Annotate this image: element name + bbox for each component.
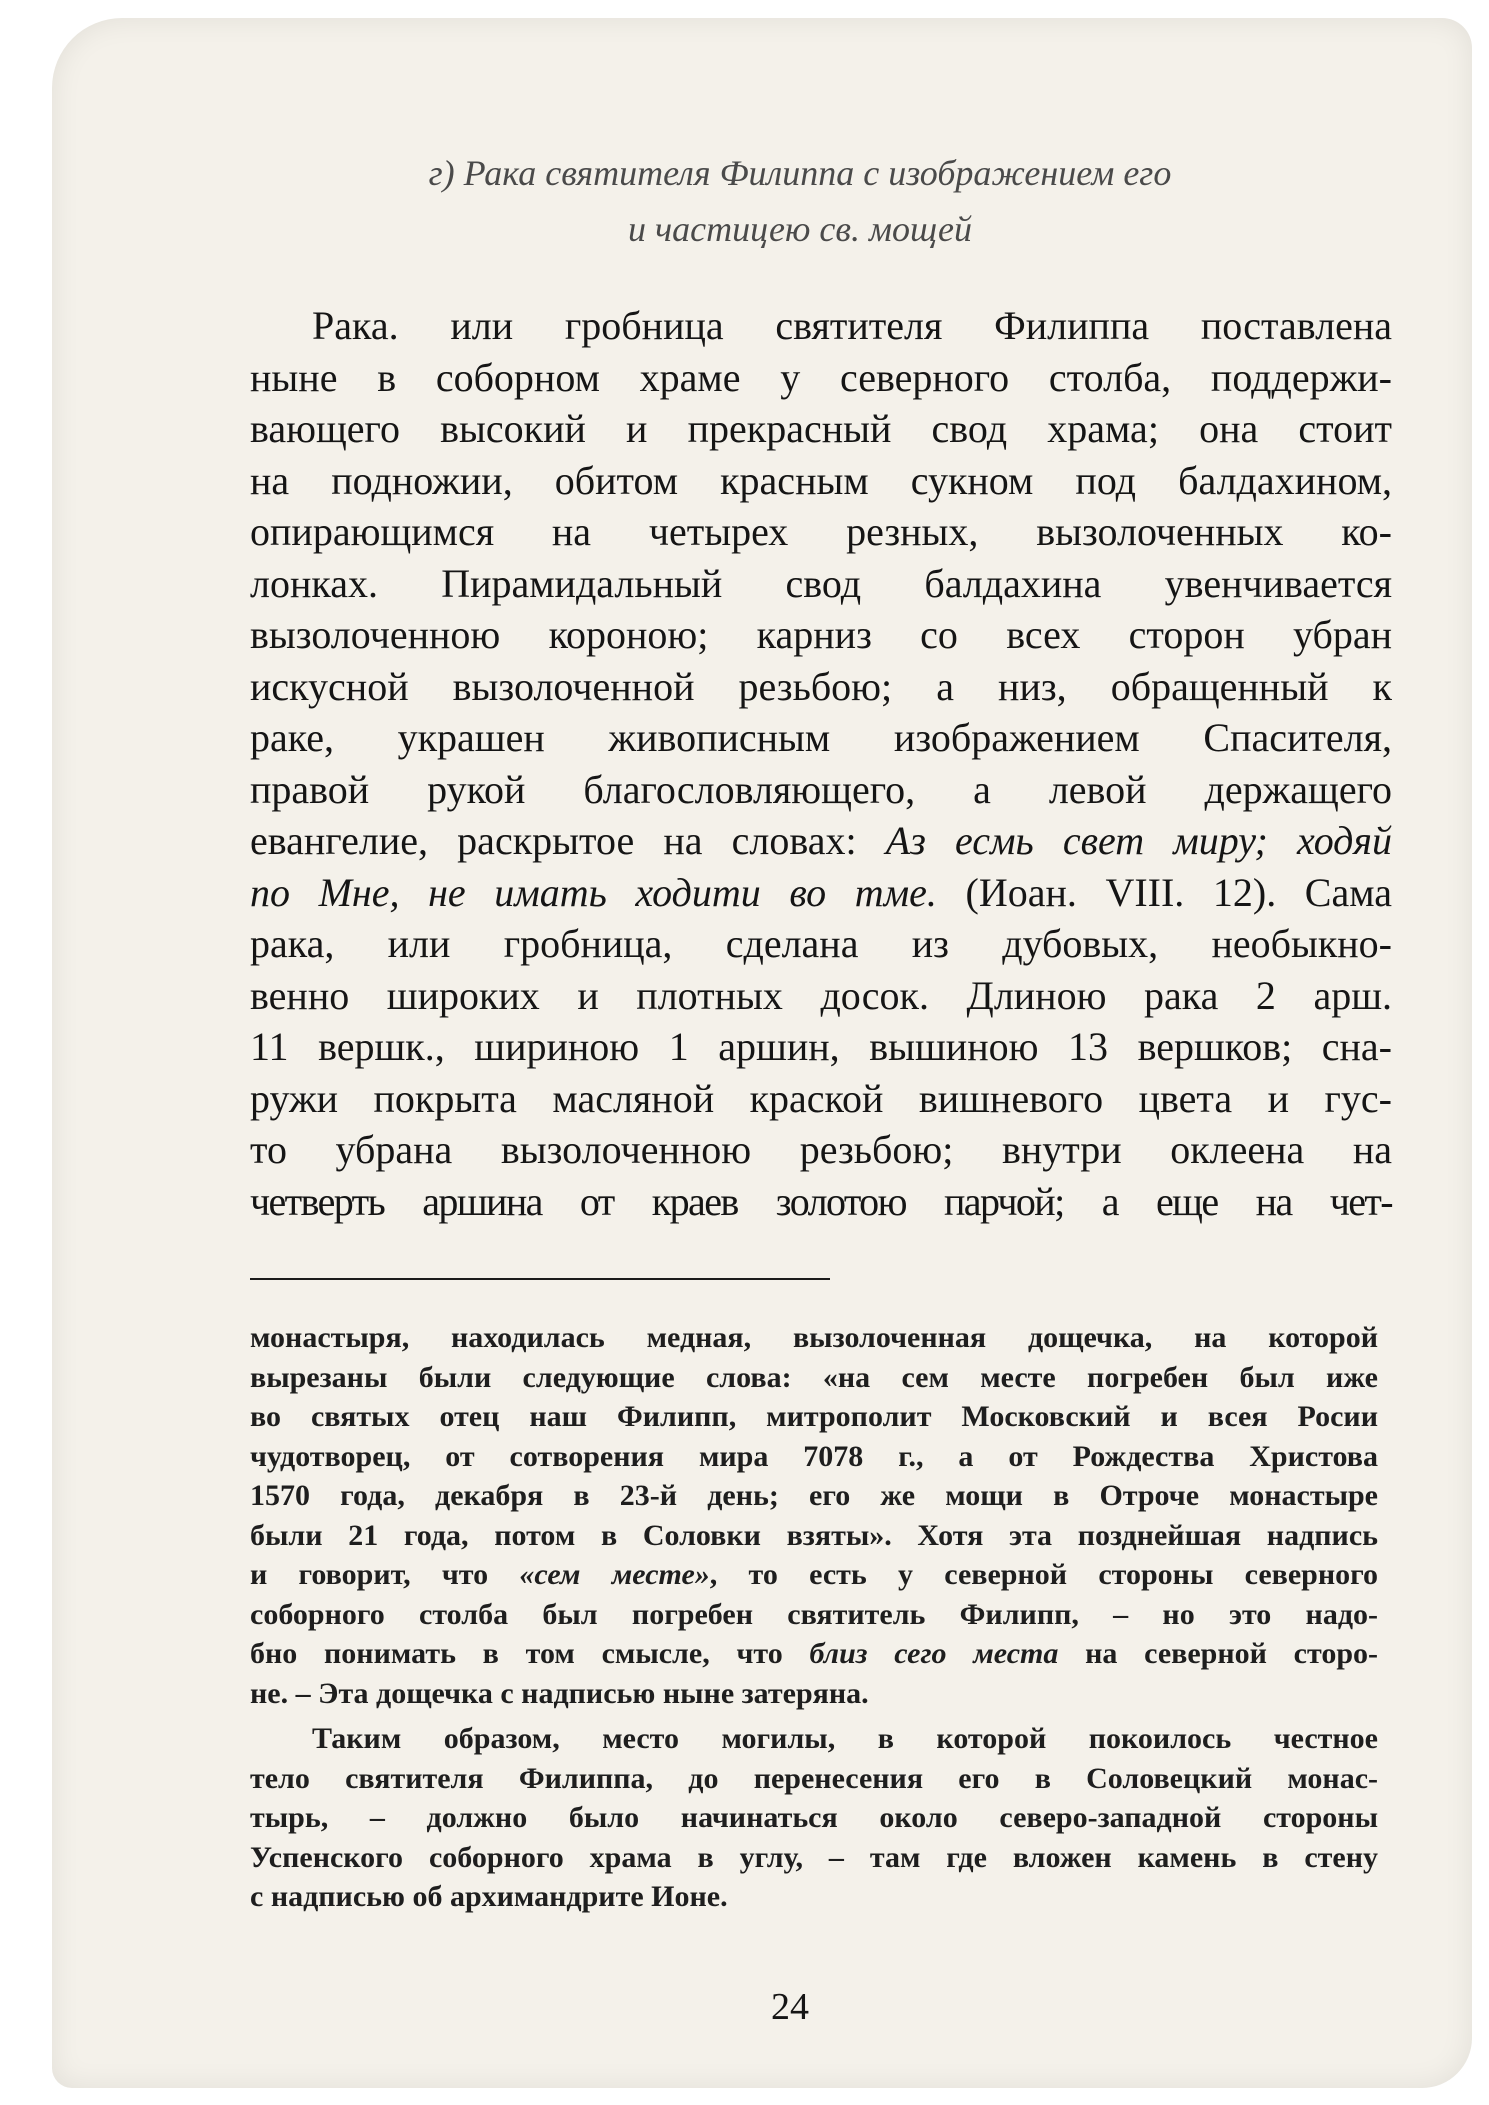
- footnote-line: тырь, – должно было начинаться около северо-западной стороны: [250, 1801, 1378, 1834]
- footnote-line: вырезаны были следующие слова: «на сем месте погребен был иже: [250, 1360, 1378, 1394]
- footnote-line: с надписью об архимандрите Ионе.: [250, 1880, 728, 1913]
- text-line: раке, украшен живописным изображением Спасителя,: [250, 715, 1392, 760]
- text-line: [250, 867, 1392, 919]
- footnote-line: 1570 года, декабря в 23-й день; его же мощи в Отроче монастыре: [250, 1479, 1378, 1512]
- heading-line-1: г) Рака святителя Филиппа с изображением его: [428, 153, 1172, 193]
- footnote-line: соборного столба был погребен святитель Филипп, – но это надо-: [250, 1597, 1378, 1631]
- footnote-line: Таким образом, место могилы, в которой покоилось честное: [312, 1722, 1378, 1755]
- text-line: лонках. Пирамидальный свод балдахина увенчивается: [250, 560, 1392, 606]
- footnote-divider: [250, 1278, 830, 1280]
- text-line: рака, или гробница, сделана из дубовых, необыкно-: [250, 921, 1392, 966]
- text-line: ружи покрыта масляной краской вишневого цвета и гус-: [250, 1075, 1392, 1121]
- text-line: вающего высокий и прекрасный свод храма; она стоит: [250, 406, 1392, 451]
- footnote-line: были 21 года, потом в Соловки взяты». Хотя эта позднейшая надпись: [250, 1518, 1378, 1552]
- text-line: искусной вызолоченной резьбою; а низ, обращенный к: [250, 663, 1392, 709]
- text-line: Рака. или гробница святителя Филиппа поставлена: [312, 303, 1392, 348]
- text-line: четверть аршина от краев золотою парчой; а еще на чет-: [250, 1178, 1392, 1224]
- text-line: то убрана вызолоченною резьбою; внутри оклеена на: [250, 1127, 1392, 1172]
- text-line: на подножии, обитом красным сукном под балдахином,: [250, 457, 1392, 503]
- section-heading: [250, 145, 1350, 257]
- text-segment: евангелие, раскрытое на словах:: [250, 818, 886, 863]
- footnote-line: чудотворец, от сотворения мира 7078 г., а от Рождества Христова: [250, 1439, 1378, 1473]
- quoted-phrase: «сем месте»: [519, 1558, 710, 1591]
- footnote-line: монастыря, находилась медная, вызолоченная дощечка, на которой: [250, 1321, 1378, 1354]
- text-line: правой рукой благословляющего, а левой держащего: [250, 766, 1392, 812]
- text-line: опирающимся на четырех резных, вызолоченных ко-: [250, 509, 1392, 554]
- text-line: [250, 815, 1392, 867]
- text-segment: бно понимать в том смысле, что: [250, 1637, 810, 1670]
- heading-line-2: и частицею св. мощей: [627, 209, 973, 249]
- footnote-line: не. – Эта дощечка с надписью ныне затеряна.: [250, 1676, 869, 1710]
- quoted-phrase: близ сего места: [809, 1637, 1059, 1670]
- text-segment: (Иоан. VIII. 12). Сама: [936, 869, 1392, 915]
- footnote-line: тело святителя Филиппа, до перенесения его в Соловецкий монас-: [250, 1761, 1378, 1795]
- footnote-line: [250, 1555, 1378, 1595]
- gospel-quote: по Мне, не имать ходити во тме.: [250, 869, 937, 915]
- text-segment: на северной сторо-: [1058, 1637, 1378, 1670]
- footnote-line: Успенского соборного храма в углу, – там где вложен камень в стену: [250, 1840, 1378, 1874]
- text-line: вызолоченною короною; карниз со всех сторон убран: [250, 612, 1392, 657]
- gospel-quote: Аз есмь свет миру; ходяй: [885, 818, 1393, 863]
- page-number: 24: [771, 1986, 809, 2028]
- footnote: [250, 1318, 1378, 1917]
- text-segment: и говорит, что: [250, 1558, 520, 1591]
- footnote-line: во святых отец наш Филипп, митрополит Московский и всея Росии: [250, 1400, 1378, 1433]
- main-paragraph: [250, 300, 1392, 1227]
- text-segment: , то есть у северной стороны северного: [709, 1558, 1378, 1591]
- text-line: ныне в соборном храме у северного столба, поддержи-: [250, 354, 1392, 400]
- footnote-line: [250, 1634, 1378, 1674]
- text-line: венно широких и плотных досок. Длиною рака 2 арш.: [250, 972, 1392, 1018]
- text-line: 11 вершк., шириною 1 аршин, вышиною 13 вершков; сна-: [250, 1024, 1392, 1069]
